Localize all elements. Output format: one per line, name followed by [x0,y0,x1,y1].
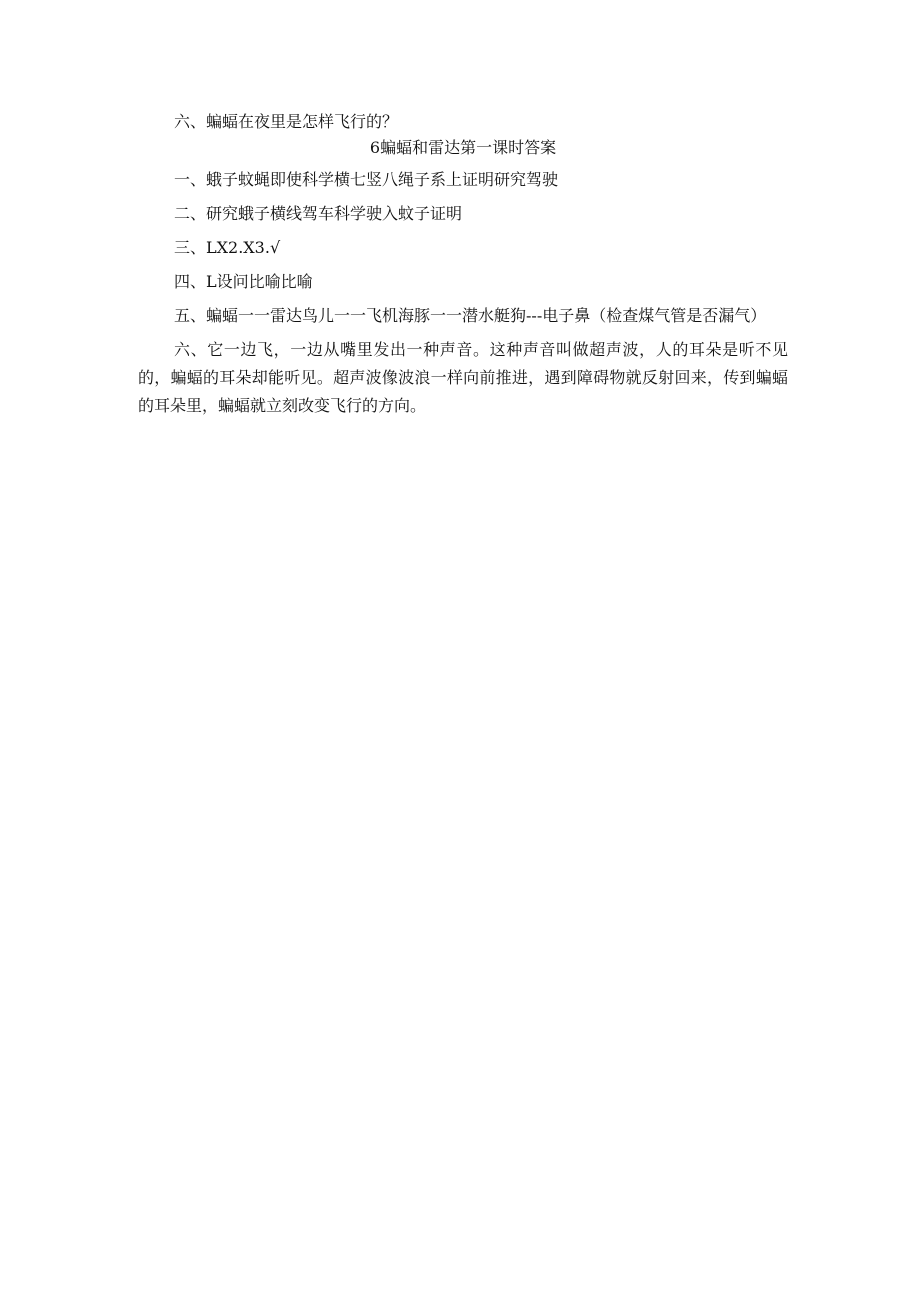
answer-one: 一、蛾子蚊蝇即使科学横七竖八绳子系上证明研究驾驶 [174,170,559,189]
answer-five: 五、蝙蝠一一雷达鸟儿一一飞机海豚一一潜水艇狗---电子鼻（检查煤气管是否漏气） [174,306,767,325]
answer-title: 6蝙蝠和雷达第一课时答案 [369,138,557,157]
answer-six: 六、它一边飞，一边从嘴里发出一种声音。这种声音叫做超声波，人的耳朵是听不见的，蝙蝠的耳朵却能听见。超声波像波浪一样向前推进，遇到障碍物就反射回来，传到蝙蝠的耳朵里，蝙蝠就立刻改变飞行的方向。 [138,340,788,415]
document-content [138,108,788,426]
answer-three: 三、LX2.X3.√ [174,238,281,257]
question-six: 六、蝙蝠在夜里是怎样飞行的？ [174,112,399,131]
answer-two: 二、研究蛾子横线驾车科学驶入蚊子证明 [174,204,463,223]
answer-four: 四、L设问比喻比喻 [174,272,313,291]
